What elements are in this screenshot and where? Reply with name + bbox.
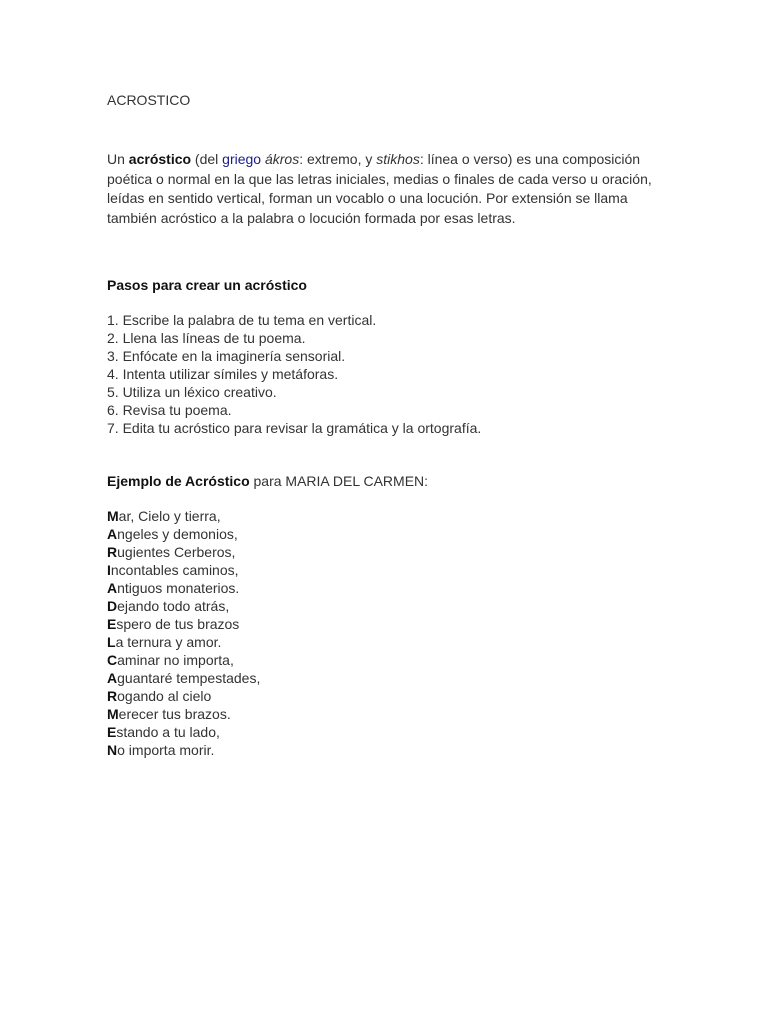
step-item: 4. Intenta utilizar símiles y metáforas. bbox=[107, 366, 339, 382]
poem-initial: R bbox=[107, 688, 118, 704]
poem-initial: A bbox=[107, 670, 118, 686]
poem-rest: ncontables caminos, bbox=[110, 562, 239, 578]
poem-initial: A bbox=[107, 526, 118, 542]
poem-rest: spero de tus brazos bbox=[116, 616, 240, 632]
poem-initial: M bbox=[107, 508, 119, 524]
poem-initial: N bbox=[107, 742, 118, 758]
steps-list bbox=[107, 311, 481, 437]
page-title: ACROSTICO bbox=[107, 92, 191, 108]
poem-initial: M bbox=[107, 706, 119, 722]
intro-term: acróstico bbox=[128, 151, 192, 167]
step-item: 2. Llena las líneas de tu poema. bbox=[107, 330, 306, 346]
poem-line bbox=[107, 597, 260, 615]
poem-rest: ntiguos monaterios. bbox=[117, 580, 240, 596]
poem-initial: D bbox=[107, 598, 118, 614]
poem-rest: ejando todo atrás, bbox=[117, 598, 230, 614]
poem-rest: ar, Cielo y tierra, bbox=[118, 508, 221, 524]
poem-rest: stando a tu lado, bbox=[116, 724, 220, 740]
poem-line bbox=[107, 723, 260, 741]
poem-line bbox=[107, 687, 260, 705]
poem-rest: o importa morir. bbox=[117, 742, 215, 758]
intro-text: (del bbox=[191, 151, 223, 167]
poem-line bbox=[107, 705, 260, 723]
acrostic-poem bbox=[107, 507, 260, 759]
intro-greek-word: ákros bbox=[264, 151, 300, 167]
intro-greek-word: stikhos bbox=[376, 151, 420, 167]
poem-initial: E bbox=[107, 724, 117, 740]
poem-initial: C bbox=[107, 652, 118, 668]
poem-initial: L bbox=[107, 634, 116, 650]
steps-heading: Pasos para crear un acróstico bbox=[107, 277, 307, 293]
poem-rest: ogando al cielo bbox=[117, 688, 212, 704]
poem-line bbox=[107, 741, 260, 759]
poem-rest: aminar no importa, bbox=[117, 652, 234, 668]
poem-line bbox=[107, 561, 260, 579]
griego-link[interactable]: griego bbox=[222, 151, 262, 167]
poem-rest: ugientes Cerberos, bbox=[117, 544, 236, 560]
step-item: 7. Edita tu acróstico para revisar la gramática y la ortografía. bbox=[107, 420, 482, 436]
poem-initial: I bbox=[107, 562, 111, 578]
poem-initial: A bbox=[107, 580, 118, 596]
poem-rest: a ternura y amor. bbox=[115, 634, 222, 650]
poem-line bbox=[107, 579, 260, 597]
poem-initial: E bbox=[107, 616, 117, 632]
poem-rest: erecer tus brazos. bbox=[118, 706, 231, 722]
poem-initial: R bbox=[107, 544, 118, 560]
example-heading bbox=[107, 472, 428, 490]
poem-line bbox=[107, 615, 260, 633]
example-heading-bold: Ejemplo de Acróstico bbox=[107, 473, 250, 489]
poem-line bbox=[107, 669, 260, 687]
poem-rest: guantaré tempestades, bbox=[117, 670, 261, 686]
step-item: 1. Escribe la palabra de tu tema en vertical. bbox=[107, 312, 377, 328]
intro-text: : línea o verso) es una composición poética o normal en la que las letras iniciales, medias o finales de cada verso u oración, leídas en sentido vertical, forman un vocablo o una locución. Por extensión se llama también acróstico a la palabra o locución formada por esas letras. bbox=[107, 151, 652, 226]
poem-line bbox=[107, 543, 260, 561]
poem-rest: ngeles y demonios, bbox=[117, 526, 238, 542]
poem-line bbox=[107, 525, 260, 543]
example-heading-rest: para MARIA DEL CARMEN: bbox=[249, 473, 429, 489]
step-item: 6. Revisa tu poema. bbox=[107, 402, 232, 418]
poem-line bbox=[107, 651, 260, 669]
intro-text: Un bbox=[107, 151, 129, 167]
intro-paragraph bbox=[107, 150, 667, 228]
step-item: 3. Enfócate en la imaginería sensorial. bbox=[107, 348, 346, 364]
step-item: 5. Utiliza un léxico creativo. bbox=[107, 384, 277, 400]
poem-line bbox=[107, 633, 260, 651]
poem-line bbox=[107, 507, 260, 525]
intro-text: : extremo, y bbox=[299, 151, 377, 167]
